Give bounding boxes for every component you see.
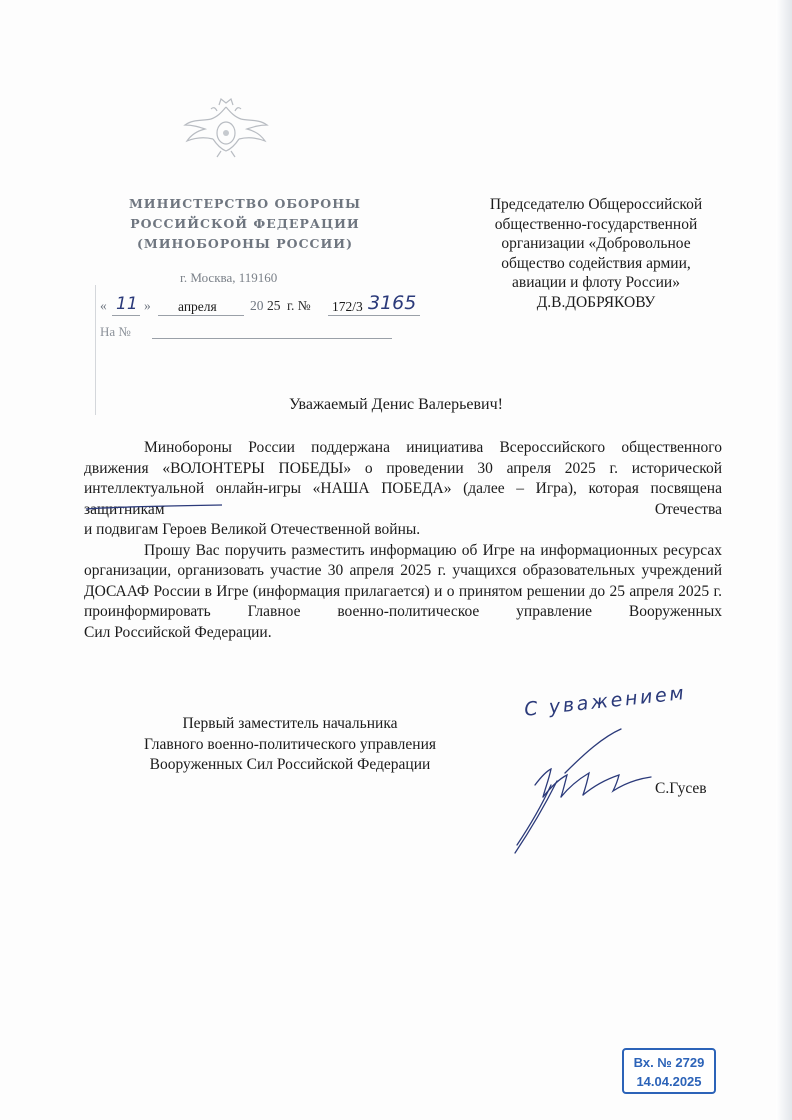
ministry-line-3: (МИНОБОРОНЫ РОССИИ)	[136, 236, 354, 251]
signatory-line-2: Главного военно-политического управления	[144, 735, 436, 753]
ministry-header	[120, 194, 370, 254]
number-underline	[328, 315, 420, 316]
paragraph-2-last-line: Сил Российской Федерации.	[84, 623, 272, 641]
addressee-name: Д.В.ДОБРЯКОВУ	[536, 293, 656, 311]
scan-edge	[776, 0, 792, 1120]
date-day: 11	[116, 294, 138, 314]
stamp-number: Вх. № 2729	[633, 1055, 705, 1070]
incoming-registration-stamp	[622, 1048, 716, 1094]
signatory-name: С.Гусев	[655, 780, 707, 797]
month-underline	[158, 315, 244, 316]
outgoing-number: 172/3	[332, 299, 363, 314]
date-month: апреля	[178, 299, 217, 314]
letter-body	[84, 438, 722, 643]
year-suffix: 25	[267, 298, 281, 313]
reference-underline	[152, 338, 392, 339]
paragraph-1-text: Минобороны России поддержана инициатива Всероссийского общественного движения «ВОЛОНТЕРЫ ПОБЕДЫ» о проведении 30 апреля 2025 г. исторической интеллектуальной онлайн-игры «НАША ПОБЕДА» (далее – Игра), которая посвящена защитникам Отечества	[84, 439, 722, 518]
handwritten-respect-note	[520, 680, 695, 725]
addressee-line-5: авиации и флоту России»	[512, 274, 680, 291]
addressee-line-3: организации «Добровольное	[501, 235, 691, 252]
paragraph-2	[84, 541, 722, 644]
addressee-line-4: общество содействия армии,	[501, 254, 691, 272]
close-quote: »	[144, 298, 151, 313]
respect-note-text: С уважением	[523, 682, 685, 721]
reference-label: На №	[100, 324, 131, 339]
eagle-emblem-icon	[183, 95, 269, 159]
year-prefix: 20	[250, 298, 264, 313]
addressee-line-2: общественно-государственной	[494, 215, 698, 233]
city-postcode: г. Москва, 119160	[180, 270, 278, 285]
day-underline	[112, 315, 140, 316]
outgoing-number-handwritten: 3165	[368, 292, 417, 314]
signature-scribble	[495, 725, 665, 857]
addressee-line-1: Председателю Общероссийской	[489, 196, 703, 213]
signatory-line-1: Первый заместитель начальника	[182, 715, 398, 732]
ministry-line-2: РОССИЙСКОЙ ФЕДЕРАЦИИ	[130, 216, 360, 231]
date-and-number-line	[100, 292, 420, 320]
salutation: Уважаемый Денис Валерьевич!	[289, 396, 503, 413]
signatory-title	[105, 714, 475, 776]
stamp-date: 14.04.2025	[636, 1074, 702, 1089]
addressee-block	[450, 195, 742, 312]
ministry-line-1: МИНИСТЕРСТВО ОБОРОНЫ	[128, 196, 362, 211]
year-number-mark: г. №	[287, 298, 311, 313]
paragraph-1	[84, 438, 722, 541]
handwritten-underline	[84, 503, 224, 511]
signatory-line-3: Вооруженных Сил Российской Федерации	[149, 756, 431, 773]
paragraph-1-last-line: и подвигам Героев Великой Отечественной войны.	[84, 521, 421, 538]
paragraph-2-text: Прошу Вас поручить разместить информацию об Игре на информационных ресурсах организации, организовать участие 30 апреля 2025 г. учащихся образовательных учреждений ДОСААФ России в Игре (информация прилагается) и о принятом решении до 25 апреля 2025 г. проинформировать Главное военно-политическое управление Вооруженных	[84, 541, 722, 620]
open-quote: «	[100, 298, 107, 313]
